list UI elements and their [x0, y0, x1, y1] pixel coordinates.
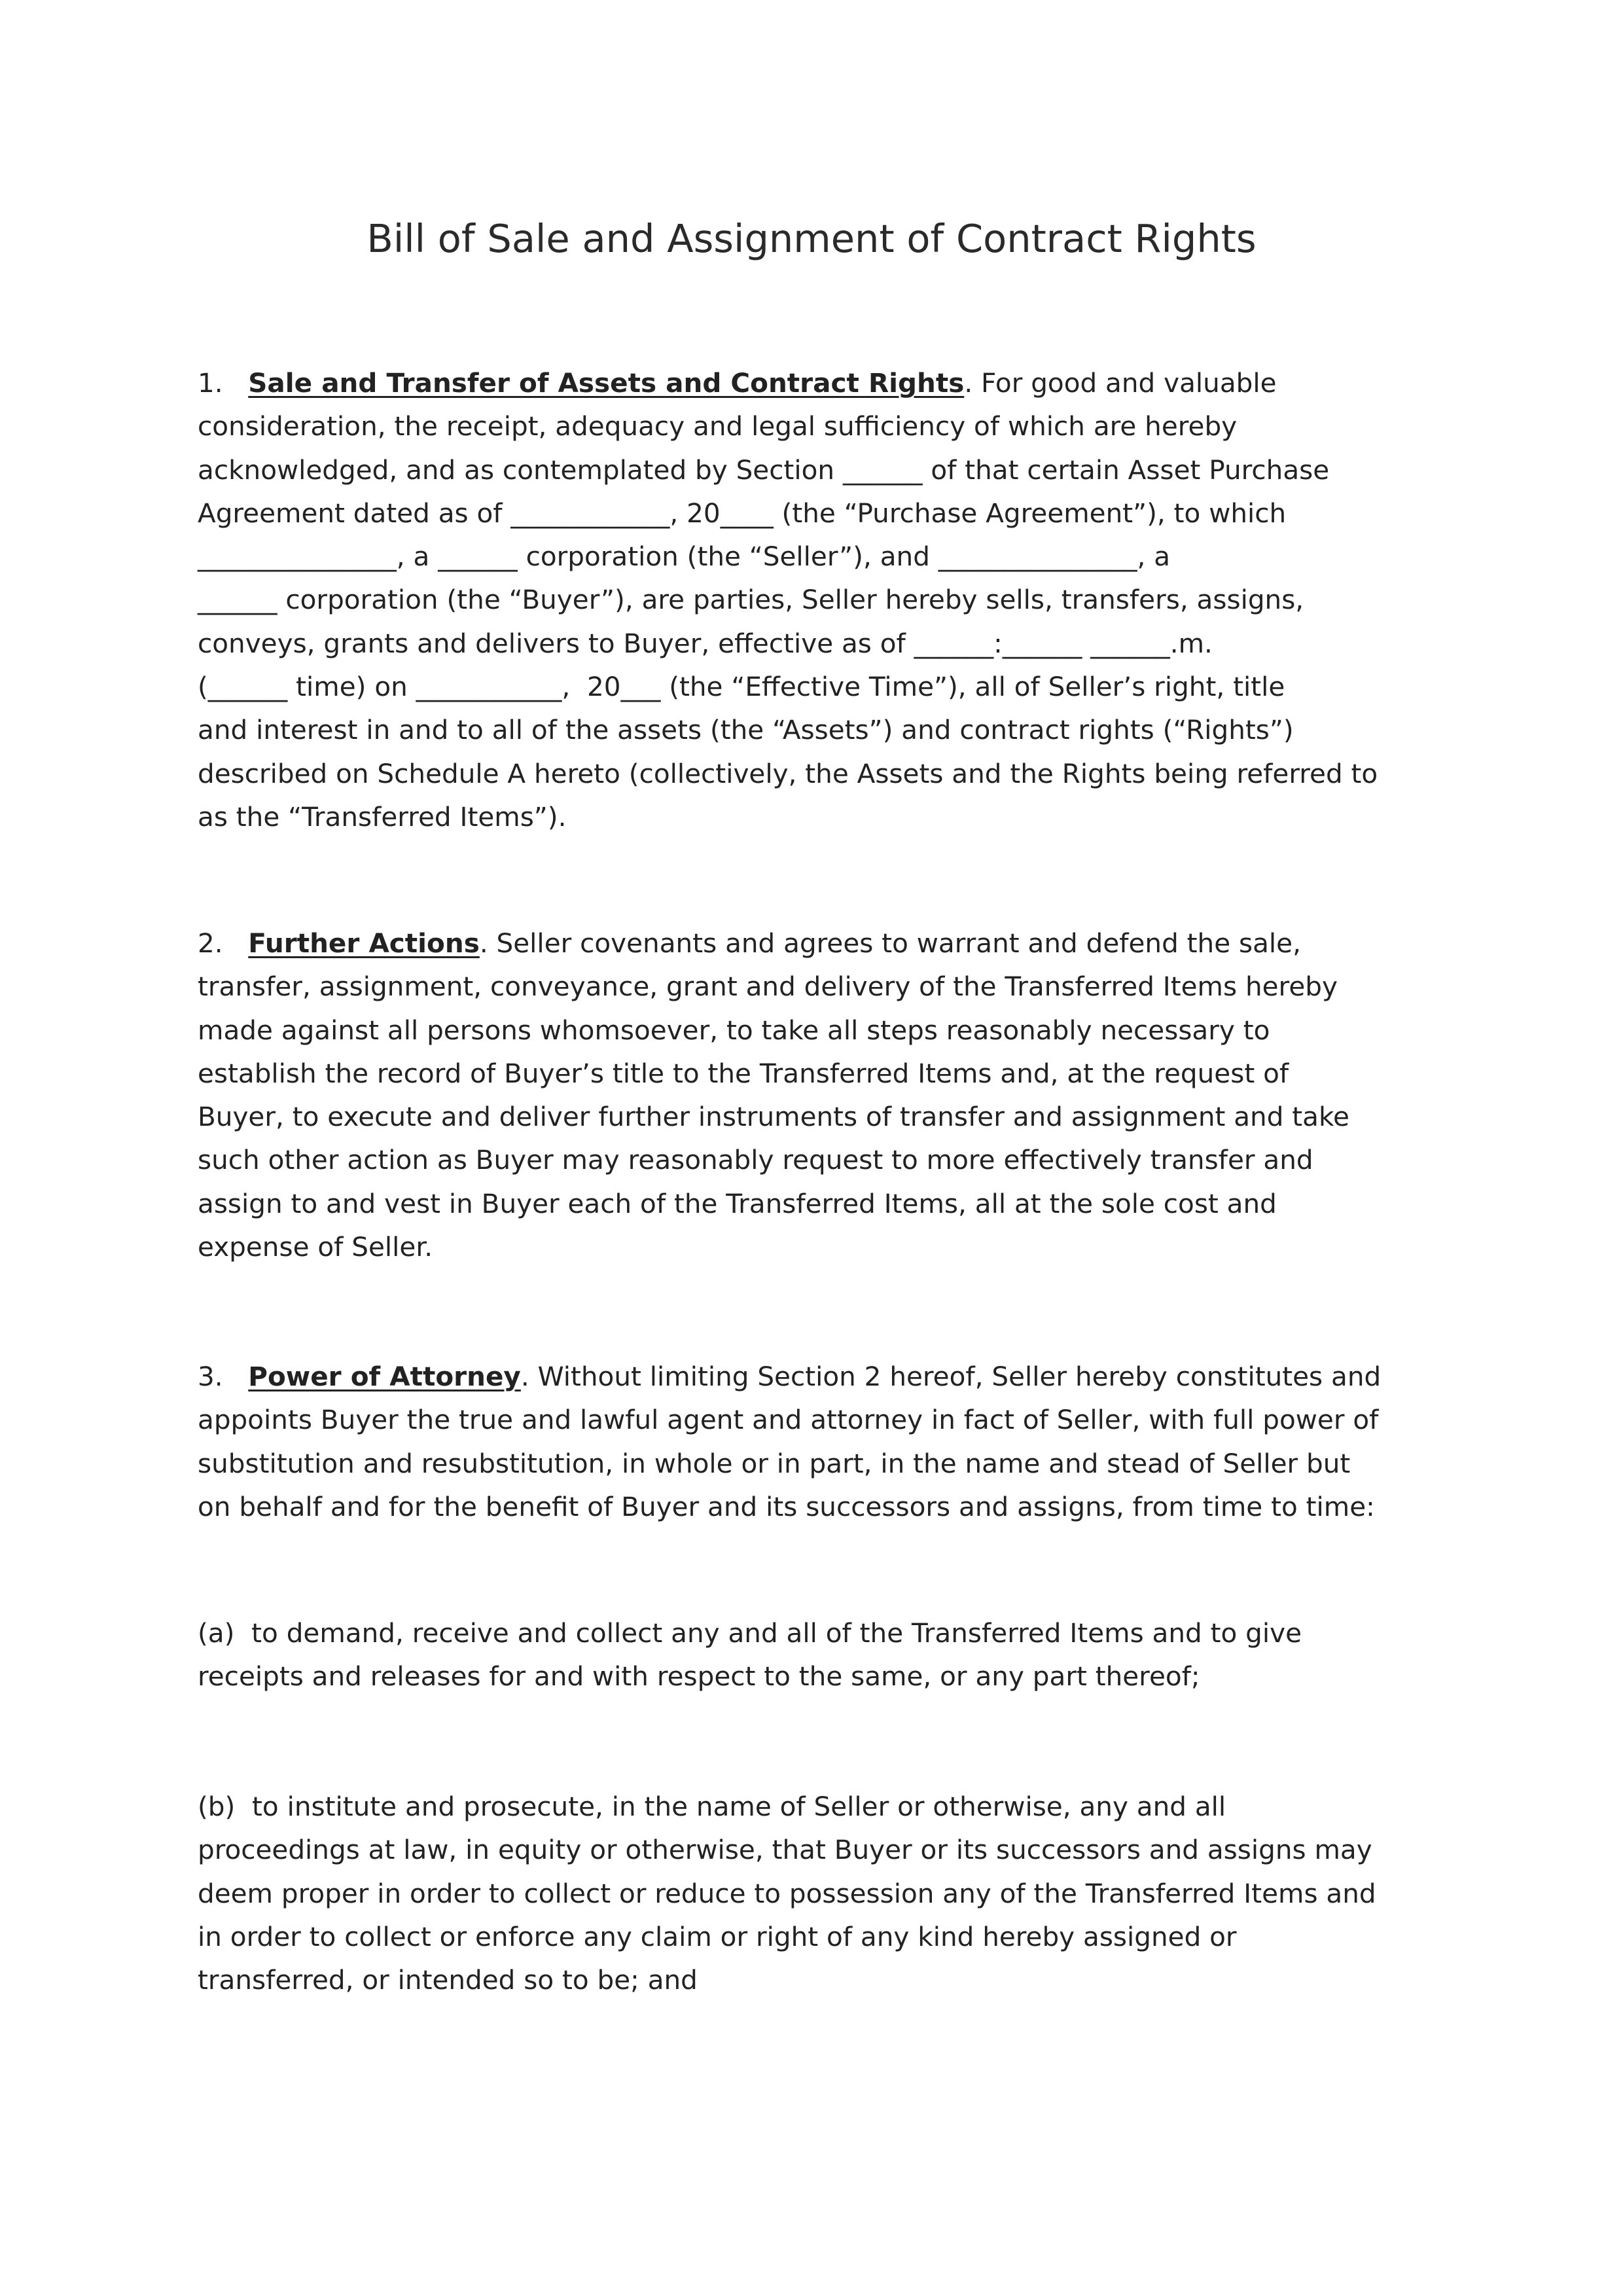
paragraph-line: appoints Buyer the true and lawful agent and attorney in fact of Seller, with full power of: [198, 1404, 1379, 1436]
paragraph-line: such other action as Buyer may reasonably request to more effectively transfer and: [198, 1144, 1313, 1176]
section-text: . Without limiting Section 2 hereof, Seller hereby constitutes and: [520, 1361, 1382, 1392]
subsection-b: [198, 1785, 1441, 2001]
section-number: 1.: [198, 367, 249, 399]
paragraph-line: proceedings at law, in equity or otherwise, that Buyer or its successors and assigns may: [198, 1834, 1372, 1866]
paragraph-line: [198, 922, 1441, 965]
paragraph-line: (a) to demand, receive and collect any and all of the Transferred Items and to give: [198, 1617, 1302, 1649]
paragraph-line: transferred, or intended so to be; and: [198, 1964, 698, 1996]
section-sale-and-transfer: [198, 361, 1441, 838]
paragraph-line: deem proper in order to collect or reduce to possession any of the Transferred Items and: [198, 1877, 1376, 1909]
paragraph-line: in order to collect or enforce any claim or right of any kind hereby assigned or: [198, 1920, 1237, 1952]
paragraph-line: establish the record of Buyer’s title to the Transferred Items and, at the request of: [198, 1057, 1289, 1089]
section-heading: Further Actions: [248, 927, 480, 959]
subsection-a: [198, 1611, 1441, 1698]
section-text: . Seller covenants and agrees to warrant and defend the sale,: [479, 927, 1301, 959]
paragraph-line: Buyer, to execute and deliver further instruments of transfer and assignment and take: [198, 1101, 1349, 1133]
section-power-of-attorney: [198, 1355, 1441, 1528]
paragraph-line: made against all persons whomsoever, to take all steps reasonably necessary to: [198, 1014, 1270, 1046]
paragraph-line: transfer, assignment, conveyance, grant and delivery of the Transferred Items hereby: [198, 971, 1338, 1003]
paragraph-line: [198, 1355, 1441, 1398]
paragraph-line: and interest in and to all of the assets (the “Assets”) and contract rights (“Rights”): [198, 714, 1294, 746]
paragraph-line: expense of Seller.: [198, 1231, 433, 1263]
paragraph-line: ______ corporation (the “Buyer”), are parties, Seller hereby sells, transfers, assigns,: [198, 584, 1304, 616]
paragraph-line: (b) to institute and prosecute, in the name of Seller or otherwise, any and all: [198, 1791, 1226, 1822]
paragraph-line: as the “Transferred Items”).: [198, 800, 567, 833]
paragraph-line: acknowledged, and as contemplated by Section ______ of that certain Asset Purchase: [198, 454, 1330, 486]
section-further-actions: [198, 922, 1441, 1268]
paragraph-line: assign to and vest in Buyer each of the Transferred Items, all at the sole cost and: [198, 1187, 1277, 1219]
paragraph-line: consideration, the receipt, adequacy and legal sufficiency of which are hereby: [198, 410, 1238, 442]
section-number: 2.: [198, 927, 249, 959]
paragraph-line: _______________, a ______ corporation (the “Seller”), and _______________, a: [198, 541, 1171, 573]
paragraph-line: on behalf and for the benefit of Buyer and its successors and assigns, from time to time:: [198, 1490, 1375, 1522]
section-heading: Power of Attorney: [248, 1361, 521, 1392]
section-heading: Sale and Transfer of Assets and Contract Rights: [248, 367, 965, 399]
paragraph-line: (______ time) on ___________, 20___ (the “Effective Time”), all of Seller’s right, title: [198, 671, 1285, 703]
section-text: . For good and valuable: [964, 367, 1277, 399]
section-number: 3.: [198, 1361, 249, 1392]
paragraph-line: receipts and releases for and with respect to the same, or any part thereof;: [198, 1660, 1200, 1693]
paragraph-line: described on Schedule A hereto (collectively, the Assets and the Rights being referred to: [198, 757, 1378, 789]
paragraph-line: substitution and resubstitution, in whole or in part, in the name and stead of Seller but: [198, 1447, 1351, 1479]
paragraph-line: [198, 361, 1441, 404]
document-title: Bill of Sale and Assignment of Contract Rights: [366, 216, 1257, 261]
paragraph-line: Agreement dated as of ____________, 20____ (the “Purchase Agreement”), to which: [198, 497, 1287, 529]
paragraph-line: conveys, grants and delivers to Buyer, effective as of ______:______ ______.m.: [198, 627, 1213, 659]
